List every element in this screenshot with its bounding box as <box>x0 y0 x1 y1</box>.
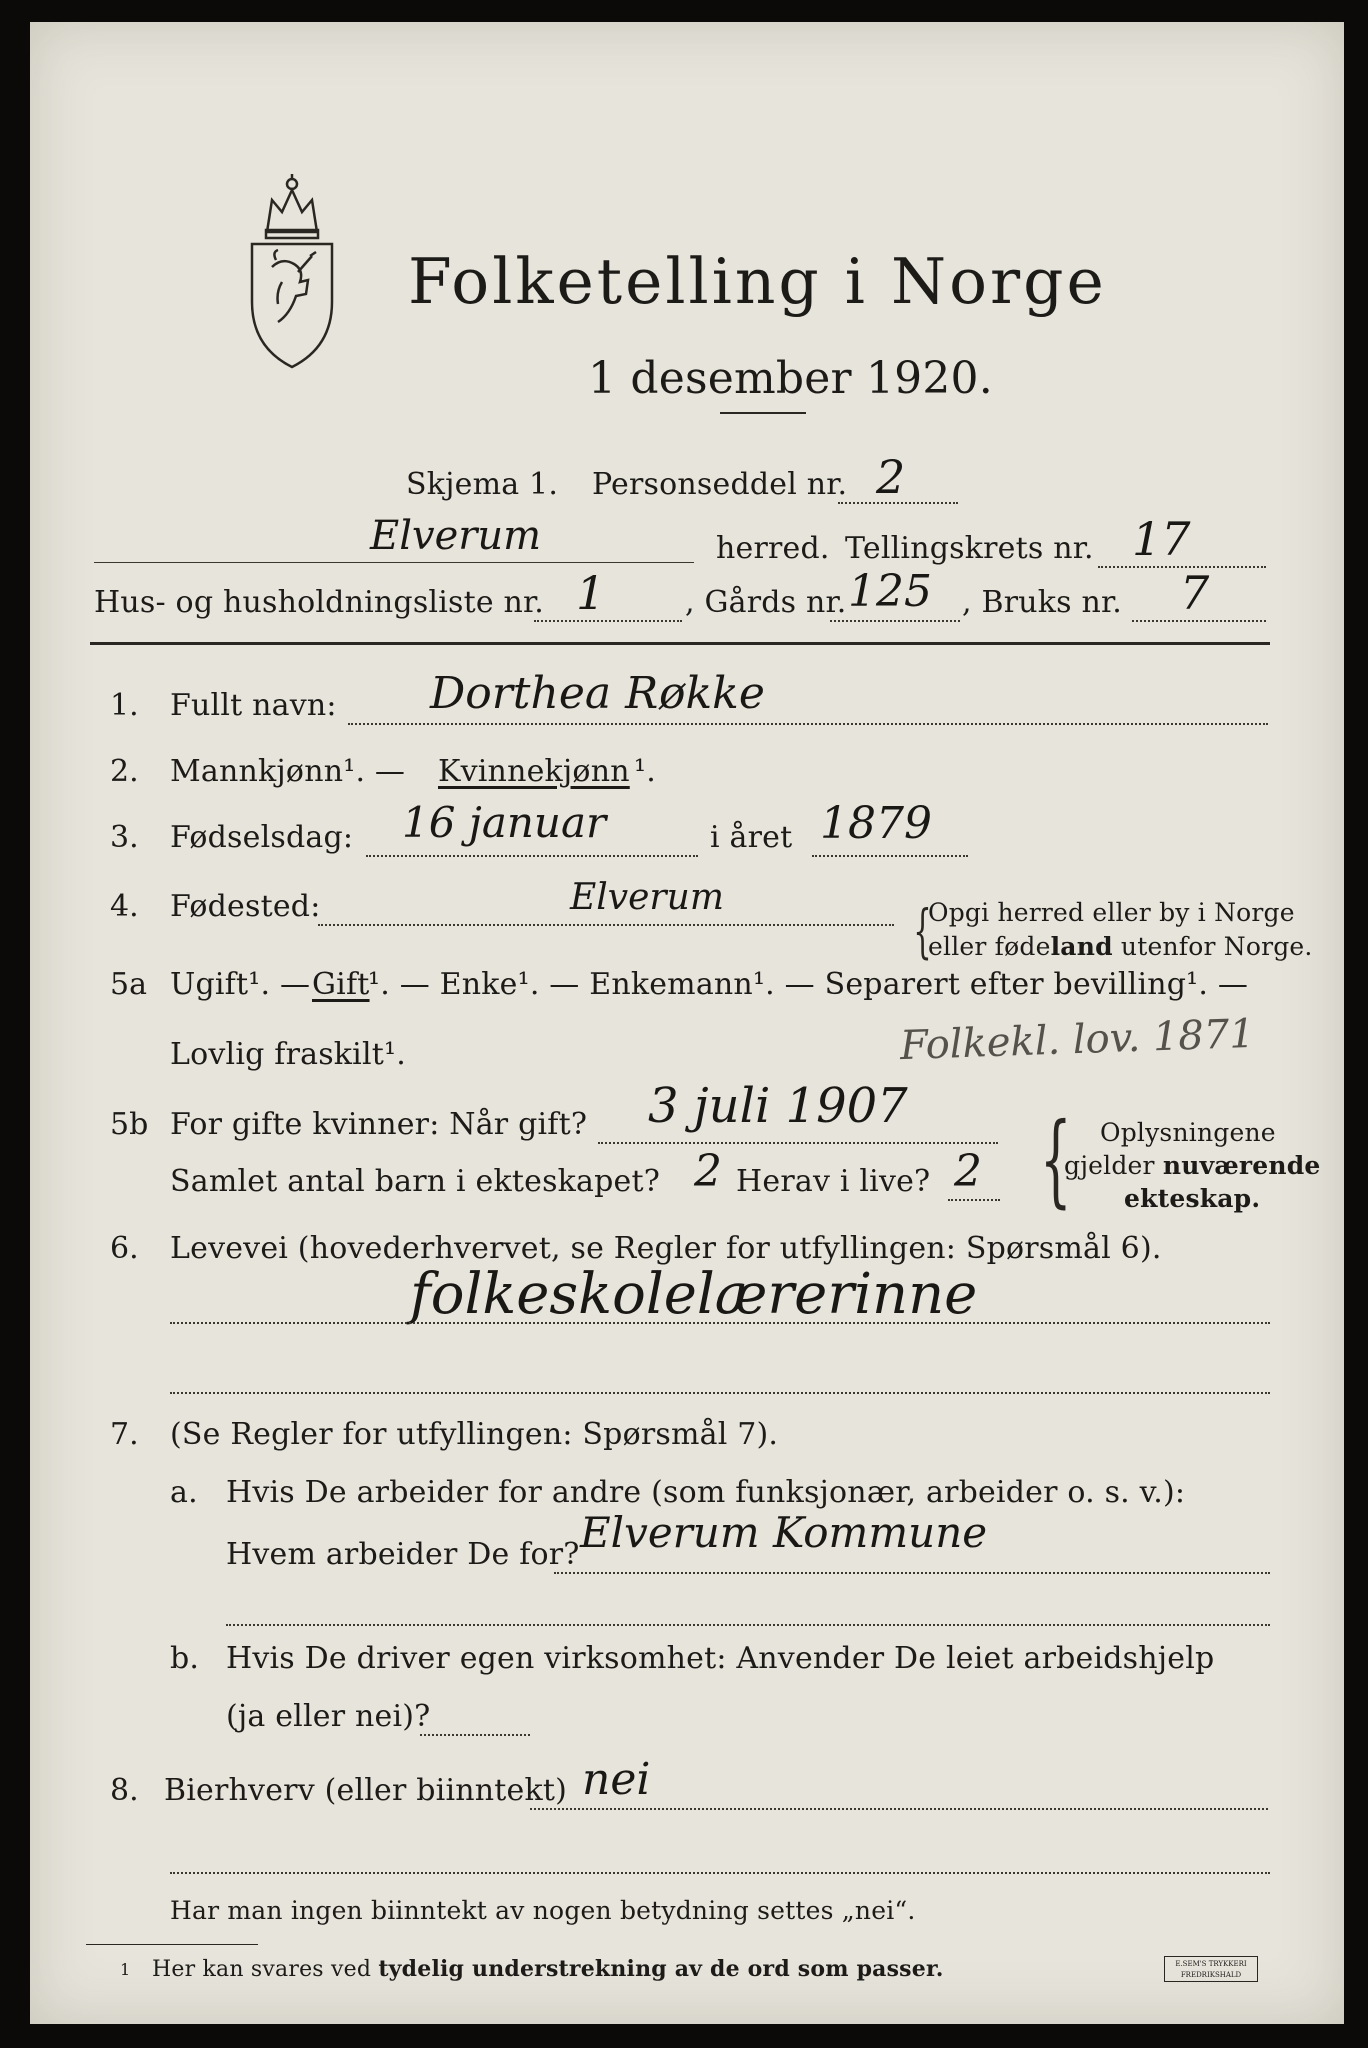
q7a-text: Hvis De arbeider for andre (som funksjonær, arbeider o. s. v.): <box>226 1475 1186 1510</box>
form-title: Folketelling i Norge <box>408 245 1107 318</box>
q4-number: 4. <box>110 889 139 924</box>
q5a-number: 5a <box>110 967 147 1002</box>
q5b-label: For gifte kvinner: Når gift? <box>170 1107 588 1142</box>
norwegian-coat-of-arms-icon <box>242 172 342 372</box>
q5b-live-value: 2 <box>954 1146 982 1197</box>
herred-line <box>94 562 694 563</box>
title-divider <box>720 412 806 414</box>
printer-stamp <box>1164 1956 1258 1982</box>
gards-line <box>830 620 960 622</box>
footnote-divider <box>86 1944 258 1945</box>
q8-label: Bierhverv (eller biinntekt) <box>164 1773 568 1808</box>
q7a-value: Elverum Kommune <box>580 1508 988 1557</box>
footnote-text <box>152 1958 944 1981</box>
q7b-text: Hvis De driver egen virksomhet: Anvender De leiet arbeidshjelp <box>226 1641 1215 1676</box>
q5b-note-line3 <box>1124 1186 1260 1211</box>
q2-suffix: ¹. <box>634 754 656 789</box>
tellingskrets-label: Tellingskrets nr. <box>845 531 1094 566</box>
q4-label: Fødested: <box>170 889 321 924</box>
q7a-letter: a. <box>170 1475 198 1510</box>
q6-line1 <box>170 1322 1270 1324</box>
gards-value: 125 <box>848 566 932 617</box>
q8-line <box>530 1808 1268 1810</box>
q5a-options: ¹. — Enke¹. — Enkemann¹. — Separert efter bevilling¹. — <box>368 967 1249 1002</box>
stamp-line2: FREDRIKSHALD <box>1180 1971 1242 1979</box>
q7a-line <box>554 1572 1270 1574</box>
q4-brace: { <box>913 897 932 965</box>
personseddel-value: 2 <box>876 450 906 504</box>
q3-number: 3. <box>110 820 139 855</box>
q8-value: nei <box>582 1754 651 1805</box>
q5b-barn-value: 2 <box>694 1146 722 1197</box>
q3-year-value: 1879 <box>820 798 932 849</box>
q6-label: Levevei (hovederhvervet, se Regler for utfyllingen: Spørsmål 6). <box>170 1231 1162 1266</box>
q5a-gift-underlined: Gift <box>312 967 370 1002</box>
q2-number: 2. <box>110 754 139 789</box>
q5a-fraskilt: Lovlig fraskilt¹. <box>170 1037 406 1072</box>
herred-label: herred. <box>716 531 830 566</box>
q7a-line2 <box>226 1624 1270 1626</box>
hus-value: 1 <box>576 566 606 620</box>
q2-kvinne-underlined: Kvinnekjønn <box>438 754 630 789</box>
q1-label: Fullt navn: <box>170 688 337 723</box>
q4-note-line1: Opgi herred eller by i Norge <box>928 898 1295 927</box>
q3-year-line <box>812 855 968 857</box>
personseddel-label: Personseddel nr. <box>592 467 848 502</box>
q5b-number: 5b <box>110 1107 149 1142</box>
q5b-brace: { <box>1039 1101 1072 1218</box>
q4-value: Elverum <box>570 877 724 918</box>
q4-note-part3: utenfor Norge. <box>1112 932 1313 961</box>
skjema-label: Skjema 1. <box>406 467 559 502</box>
footnote-mark: 1 <box>120 1960 131 1979</box>
census-form-page <box>30 22 1344 2024</box>
q6-number: 6. <box>110 1231 139 1266</box>
q7b-line <box>420 1734 530 1736</box>
q7-label: (Se Regler for utfyllingen: Spørsmål 7). <box>170 1417 779 1452</box>
gards-label: , Gårds nr. <box>685 585 847 620</box>
q7b-question: (ja eller nei)? <box>226 1699 431 1734</box>
herred-value: Elverum <box>370 513 542 559</box>
q5b-note-line1: Oplysningene <box>1100 1118 1276 1147</box>
bruks-label: , Bruks nr. <box>962 585 1122 620</box>
q1-number: 1. <box>110 688 139 723</box>
q7a-question: Hvem arbeider De for? <box>226 1537 580 1572</box>
q5b-note-bold: nuværende <box>1162 1151 1321 1180</box>
footer-note: Har man ingen biinntekt av nogen betydning settes „nei“. <box>170 1896 916 1925</box>
bruks-value: 7 <box>1180 566 1210 620</box>
q5b-live-line <box>948 1199 1000 1201</box>
q3-mid: i året <box>710 820 793 855</box>
q3-day-line <box>366 855 698 857</box>
q1-value: Dorthea Røkke <box>430 668 765 719</box>
q6-line2 <box>170 1392 1270 1394</box>
q4-line <box>318 924 894 926</box>
q8-line2 <box>170 1872 1270 1874</box>
q5b-line <box>598 1142 998 1144</box>
footnote-bold: tydelig understrekning av de ord som passer. <box>378 1956 944 1982</box>
q5b-value: 3 juli 1907 <box>648 1078 908 1134</box>
q3-label: Fødselsdag: <box>170 820 354 855</box>
stamp-line1: E.SEM'S TRYKKERI <box>1175 1960 1247 1968</box>
q5b-live-label: Herav i live? <box>736 1164 931 1199</box>
hus-line <box>534 620 682 622</box>
q3-day-value: 16 januar <box>402 798 607 847</box>
q1-line <box>348 723 1268 725</box>
q5b-note-ekteskap: ekteskap. <box>1124 1184 1261 1213</box>
census-date: 1 desember 1920. <box>588 353 993 404</box>
q5a-ugift: Ugift¹. — <box>170 967 311 1002</box>
q7-number: 7. <box>110 1417 139 1452</box>
section-divider <box>90 642 1270 645</box>
q5b-note-line2 <box>1064 1153 1321 1178</box>
q8-number: 8. <box>110 1773 139 1808</box>
tellingskrets-value: 17 <box>1132 512 1191 566</box>
bruks-line <box>1132 620 1266 622</box>
q5b-note-part1: gjelder <box>1064 1151 1163 1180</box>
q7b-letter: b. <box>170 1641 200 1676</box>
q5a-annotation: Folkekl. lov. 1871 <box>899 1010 1256 1070</box>
q5b-barn-label: Samlet antal barn i ekteskapet? <box>170 1164 661 1199</box>
footnote-part1: Her kan svares ved <box>152 1957 379 1982</box>
q4-note-line2 <box>928 934 1313 959</box>
q2-mann: Mannkjønn¹. — <box>170 754 406 789</box>
q6-value: folkeskolelærerinne <box>410 1262 978 1327</box>
q4-note-bold: land <box>1050 932 1113 961</box>
hus-label: Hus- og husholdningsliste nr. <box>94 585 545 620</box>
q4-note-part1: eller føde <box>928 932 1051 961</box>
